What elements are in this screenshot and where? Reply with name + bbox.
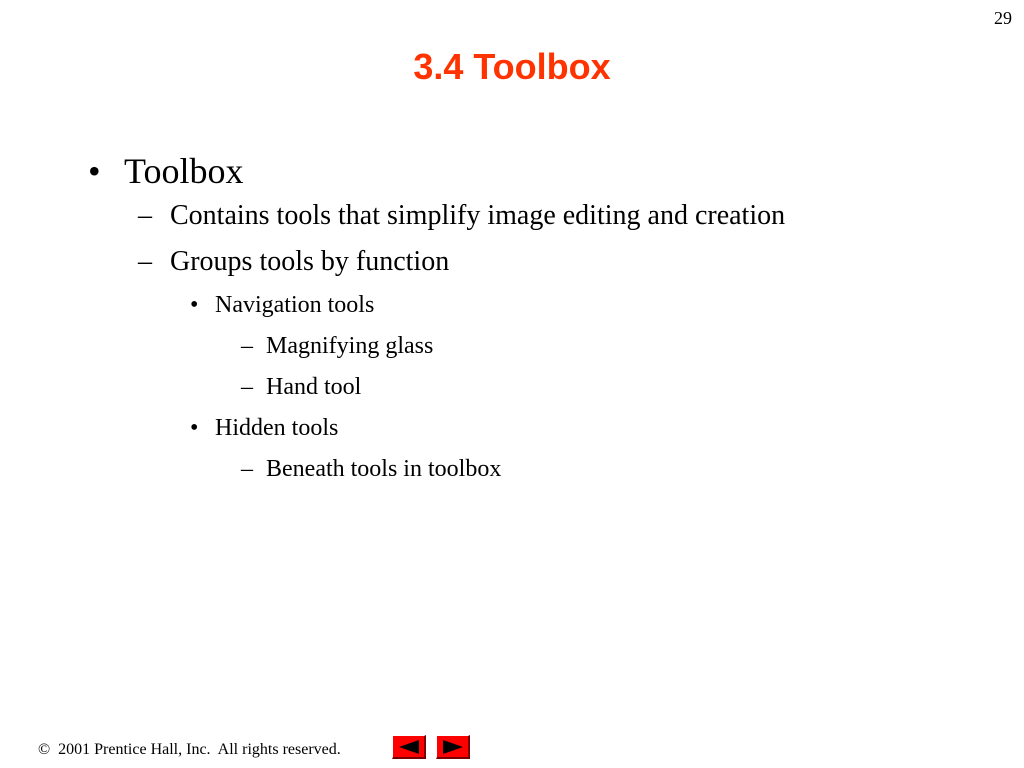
list-item-text: Hand tool bbox=[266, 374, 362, 400]
bullet-marker: • bbox=[190, 292, 199, 318]
previous-slide-button[interactable] bbox=[392, 735, 426, 759]
dash-marker: – bbox=[138, 246, 152, 277]
slide-title: 3.4 Toolbox bbox=[413, 46, 611, 87]
list-item-text: Magnifying glass bbox=[266, 333, 434, 359]
list-item-text: Beneath tools in toolbox bbox=[266, 456, 502, 482]
list-item-text: Toolbox bbox=[124, 151, 244, 191]
left-arrow-icon bbox=[399, 740, 419, 754]
list-item-text: Groups tools by function bbox=[170, 246, 450, 277]
dash-marker: – bbox=[241, 374, 253, 400]
page-number: 29 bbox=[994, 8, 1012, 28]
dash-marker: – bbox=[138, 200, 152, 231]
dash-marker: – bbox=[241, 333, 253, 359]
right-arrow-icon bbox=[443, 740, 463, 754]
list-item-text: Hidden tools bbox=[215, 415, 339, 441]
list-item-text: Contains tools that simplify image editing and creation bbox=[170, 200, 786, 231]
bullet-marker: • bbox=[190, 415, 199, 441]
dash-marker: – bbox=[241, 456, 253, 482]
next-slide-button[interactable] bbox=[436, 735, 470, 759]
copyright-footer: © 2001 Prentice Hall, Inc. All rights reserved. bbox=[38, 741, 341, 758]
list-item-text: Navigation tools bbox=[215, 292, 375, 318]
bullet-marker: • bbox=[88, 151, 101, 191]
